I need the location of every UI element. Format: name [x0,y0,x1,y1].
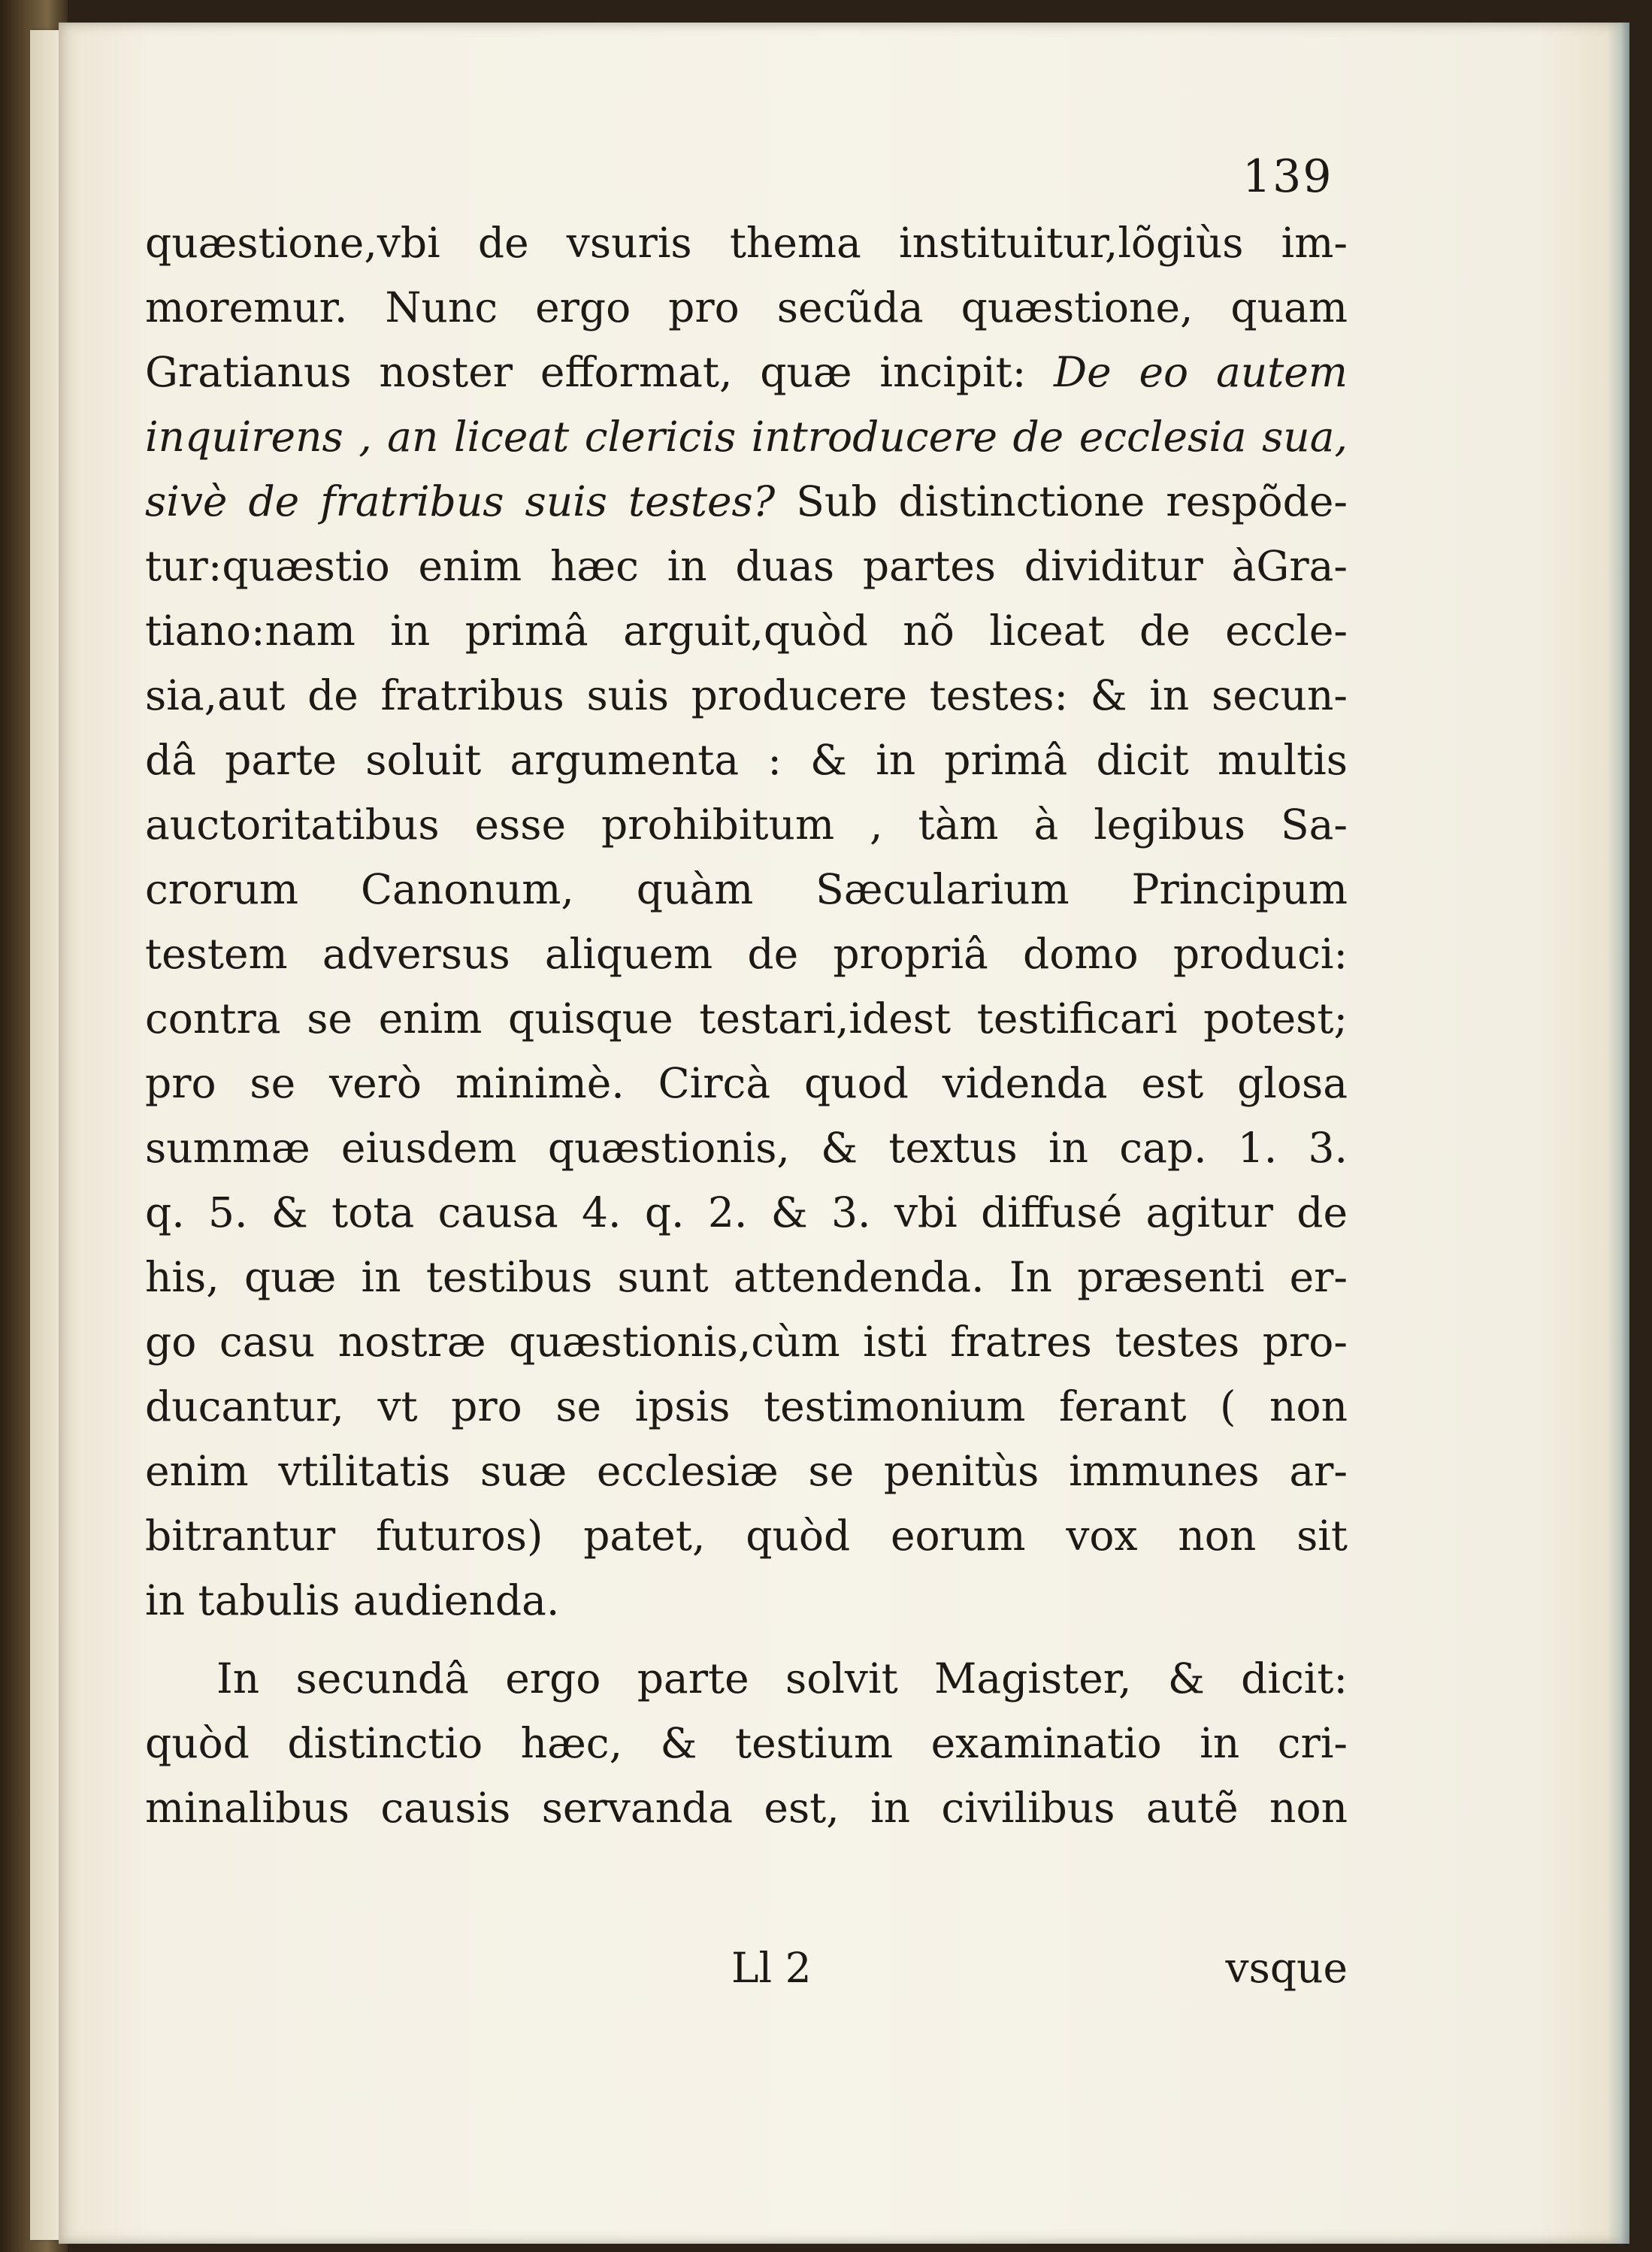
page-footer [145,1936,1348,2000]
text-line: crorum Canonum, quàm Sæcularium Principum [145,865,1348,913]
text-line: testem adversus aliquem de propriâ domo produci: [145,930,1348,978]
page-number: 139 [1242,150,1333,203]
paragraph-end-line: in tabulis audienda. [145,1576,560,1624]
text-line: inquirens , an liceat clericis introducere de ecclesia sua, [145,413,1348,461]
text-line: pro se verò minimè. Circà quod videnda est glosa [145,1059,1348,1107]
catchword: vsque [1225,1944,1348,1992]
text-line: enim vtilitatis suæ ecclesiæ se penitùs immunes ar- [145,1447,1348,1495]
text-line: auctoritatibus esse prohibitum , tàm à legibus Sa- [145,801,1348,849]
text-line: dâ parte soluit argumenta : & in primâ dicit multis [145,736,1348,784]
signature-mark: Ll 2 [731,1944,812,1992]
text-line: ducantur, vt pro se ipsis testimonium ferant ( non [145,1382,1348,1430]
text-line: sivè de fratribus suis testes? Sub distinctione respõde- [145,477,1348,525]
text-line: Gratianus noster efformat, quæ incipit: De eo autem [145,348,1348,396]
text-line: contra se enim quisque testari,idest testificari potest; [145,994,1348,1043]
text-line: quæstione,vbi de vsuris thema instituitur,lõgiùs im- [145,219,1348,267]
text-line: his, quæ in testibus sunt attendenda. In præsenti er- [145,1253,1348,1301]
body-text [145,210,1348,1840]
text-line: quòd distinctio hæc, & testium examinatio in cri- [145,1719,1348,1767]
text-line: moremur. Nunc ergo pro secũda quæstione, quam [145,283,1348,331]
paragraph-start-line: In secundâ ergo parte solvit Magister, & dicit: [216,1654,1348,1703]
text-line: tur:quæstio enim hæc in duas partes dividitur àGra- [145,542,1348,590]
text-line: minalibus causis servanda est, in civilibus autẽ non [145,1784,1348,1832]
page-fore-edge [1607,23,1629,2244]
book-page [59,23,1629,2244]
text-line: go casu nostræ quæstionis,cùm isti fratres testes pro- [145,1318,1348,1366]
text-line: sia,aut de fratribus suis producere testes: & in secun- [145,671,1348,719]
previous-page-edge [30,30,60,2240]
text-line: bitrantur futuros) patet, quòd eorum vox non sit [145,1512,1348,1560]
text-line: summæ eiusdem quæstionis, & textus in cap. 1. 3. [145,1124,1348,1172]
text-line: q. 5. & tota causa 4. q. 2. & 3. vbi diffusé agitur de [145,1188,1348,1236]
text-line: tiano:nam in primâ arguit,quòd nõ liceat de eccle- [145,607,1348,655]
